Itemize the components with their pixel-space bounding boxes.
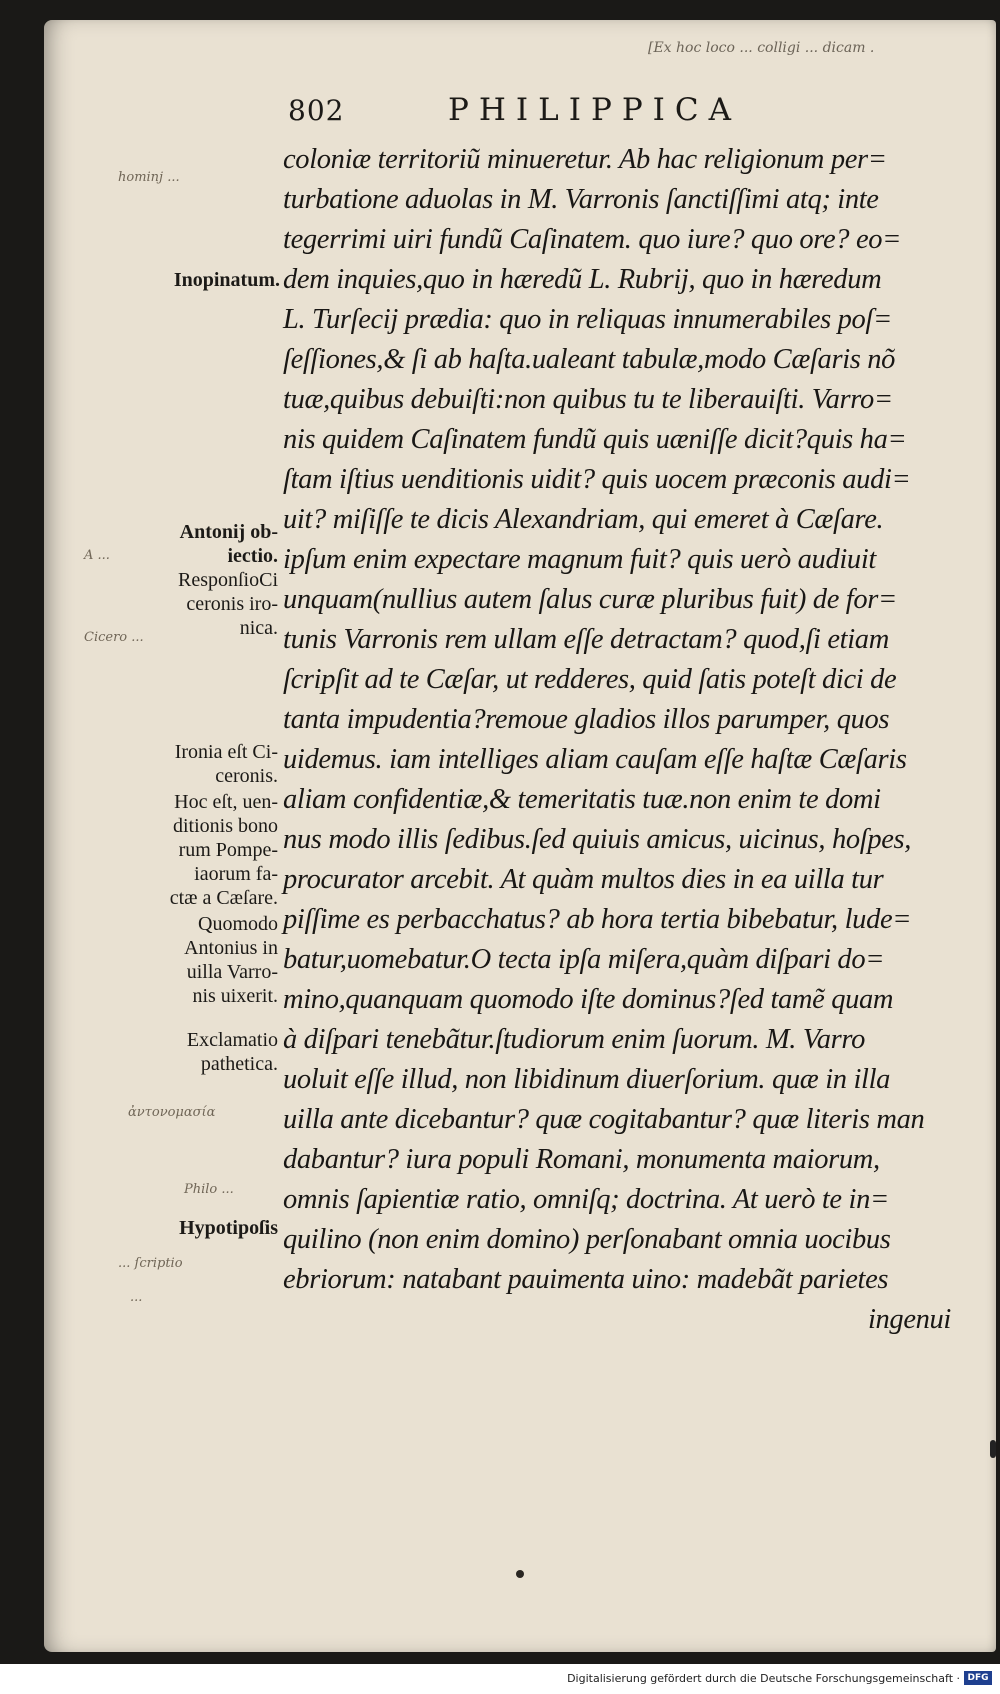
- text-line: aliam confidentiæ,& temeritatis tuæ.non enim te domi: [283, 784, 881, 815]
- sidenote-exclamatio: Exclamatio pathetica.: [186, 1029, 278, 1075]
- sidenote-inopinatum: Inopinatum.: [173, 269, 280, 291]
- dfg-logo: DFG: [964, 1671, 992, 1685]
- edge-mark: [990, 1440, 996, 1458]
- text-line: ſeſſiones,& ſi ab haſta.ualeant tabulæ,modo Cæſaris nõ: [283, 344, 896, 375]
- text-line: piſſime es perbacchatus? ab hora tertia bibebatur, lude=: [283, 904, 912, 935]
- sidenote-responsio: ResponſioCi ceronis iro- nica.: [177, 569, 278, 639]
- page-number: 802: [288, 94, 345, 127]
- page-dot: [516, 1570, 524, 1578]
- text-line: tunis Varronis rem ullam eſſe detractam? quod,ſi etiam: [283, 624, 889, 655]
- catchword: ingenui: [867, 1304, 951, 1335]
- handwritten-note: ἀντονομασία: [128, 1105, 216, 1120]
- top-handwritten-annotation: [Ex hoc loco ... colligi ... dicam .: [648, 40, 875, 56]
- text-line: ſcripſit ad te Cæſar, ut redderes, quid ſatis poteſt dici de: [283, 664, 897, 695]
- text-line: coloniæ territoriũ minueretur. Ab hac religionum per=: [283, 144, 887, 175]
- handwritten-note: Cicero ...: [84, 630, 144, 645]
- running-head: PHILIPPICA: [448, 92, 742, 128]
- text-line: ſtam iſtius uenditionis uidit? quis uocem præconis audi=: [283, 464, 911, 495]
- text-line: ipſum enim expectare magnum fuit? quis uerò audiuit: [283, 544, 876, 575]
- handwritten-note: ...: [130, 1290, 143, 1305]
- text-line: turbatione aduolas in M. Varronis ſanctiſſimi atq; inte: [283, 184, 879, 215]
- text-line: quilino (non enim domino) perſonabant omnia uocibus: [283, 1224, 891, 1255]
- text-line: unquam(nullius autem ſalus curæ pluribus fuit) de for=: [283, 584, 897, 615]
- text-line: mino,quanquam quomodo iſte dominus?ſed tamẽ quam: [283, 984, 894, 1015]
- handwritten-note: A ...: [84, 548, 110, 563]
- handwritten-note: Philo ...: [184, 1182, 234, 1197]
- text-line: batur,uomebatur.O tecta ipſa miſera,quàm diſpari do=: [283, 944, 885, 975]
- sidenote-quomodo: Quomodo Antonius in uilla Varro- nis uixerit.: [184, 913, 278, 1007]
- text-line: uilla ante dicebantur? quæ cogitabantur? quæ literis man: [283, 1104, 925, 1135]
- text-line: uit? miſiſſe te dicis Alexandriam, qui emeret à Cæſare.: [283, 504, 884, 535]
- sidenote-hoc-est: Hoc eſt, uen- ditionis bono rum Pompe- iaorum fa- ctæ a Cæſare.: [169, 791, 278, 909]
- footer-credit: Digitalisierung gefördert durch die Deutsche Forschungsgemeinschaft ·: [567, 1672, 960, 1685]
- text-line: tanta impudentia?remoue gladios illos parumper, quos: [283, 704, 890, 735]
- sidenote-ironia: Ironia eſt Ci- ceronis.: [174, 741, 278, 787]
- sidenote-hypotiposis: Hypotipoſis: [179, 1217, 278, 1239]
- text-line: omnis ſapientiæ ratio, omniſq; doctrina. At uerò te in=: [283, 1184, 889, 1215]
- text-line: nus modo illis ſedibus.ſed quiuis amicus, uicinus, hoſpes,: [283, 824, 912, 855]
- text-line: L. Turſecij prædia: quo in reliquas innumerabiles poſ=: [283, 304, 892, 335]
- main-text-block: [283, 140, 951, 1340]
- text-line: uoluit eſſe illud, non libidinum diuerſorium. quæ in illa: [283, 1064, 891, 1095]
- text-line: uidemus. iam intelliges aliam cauſam eſſe haſtæ Cæſaris: [283, 744, 907, 775]
- handwritten-note: ... ſcriptio: [118, 1256, 183, 1271]
- text-line: procurator arcebit. At quàm multos dies in ea uilla tur: [283, 864, 884, 895]
- text-line: dem inquies,quo in hæredũ L. Rubrij, quo in hæredum: [283, 264, 882, 295]
- text-line: tuæ,quibus debuiſti:non quibus tu te liberauiſti. Varro=: [283, 384, 893, 415]
- text-line: à diſpari tenebãtur.ſtudiorum enim ſuorum. M. Varro: [283, 1024, 865, 1055]
- text-line: nis quidem Caſinatem fundũ quis uæniſſe dicit?quis ha=: [283, 424, 907, 455]
- text-line: tegerrimi uiri fundũ Caſinatem. quo iure? quo ore? eo=: [283, 224, 902, 255]
- text-line: dabantur? iura populi Romani, monumenta maiorum,: [283, 1144, 880, 1175]
- sidenote-antonij-obiectio: Antonij ob- iectio.: [179, 521, 278, 567]
- digitization-footer: [0, 1664, 1000, 1694]
- handwritten-note: hominj ...: [118, 170, 180, 185]
- text-line: ebriorum: natabant pauimenta uino: madebãt parietes: [283, 1264, 889, 1295]
